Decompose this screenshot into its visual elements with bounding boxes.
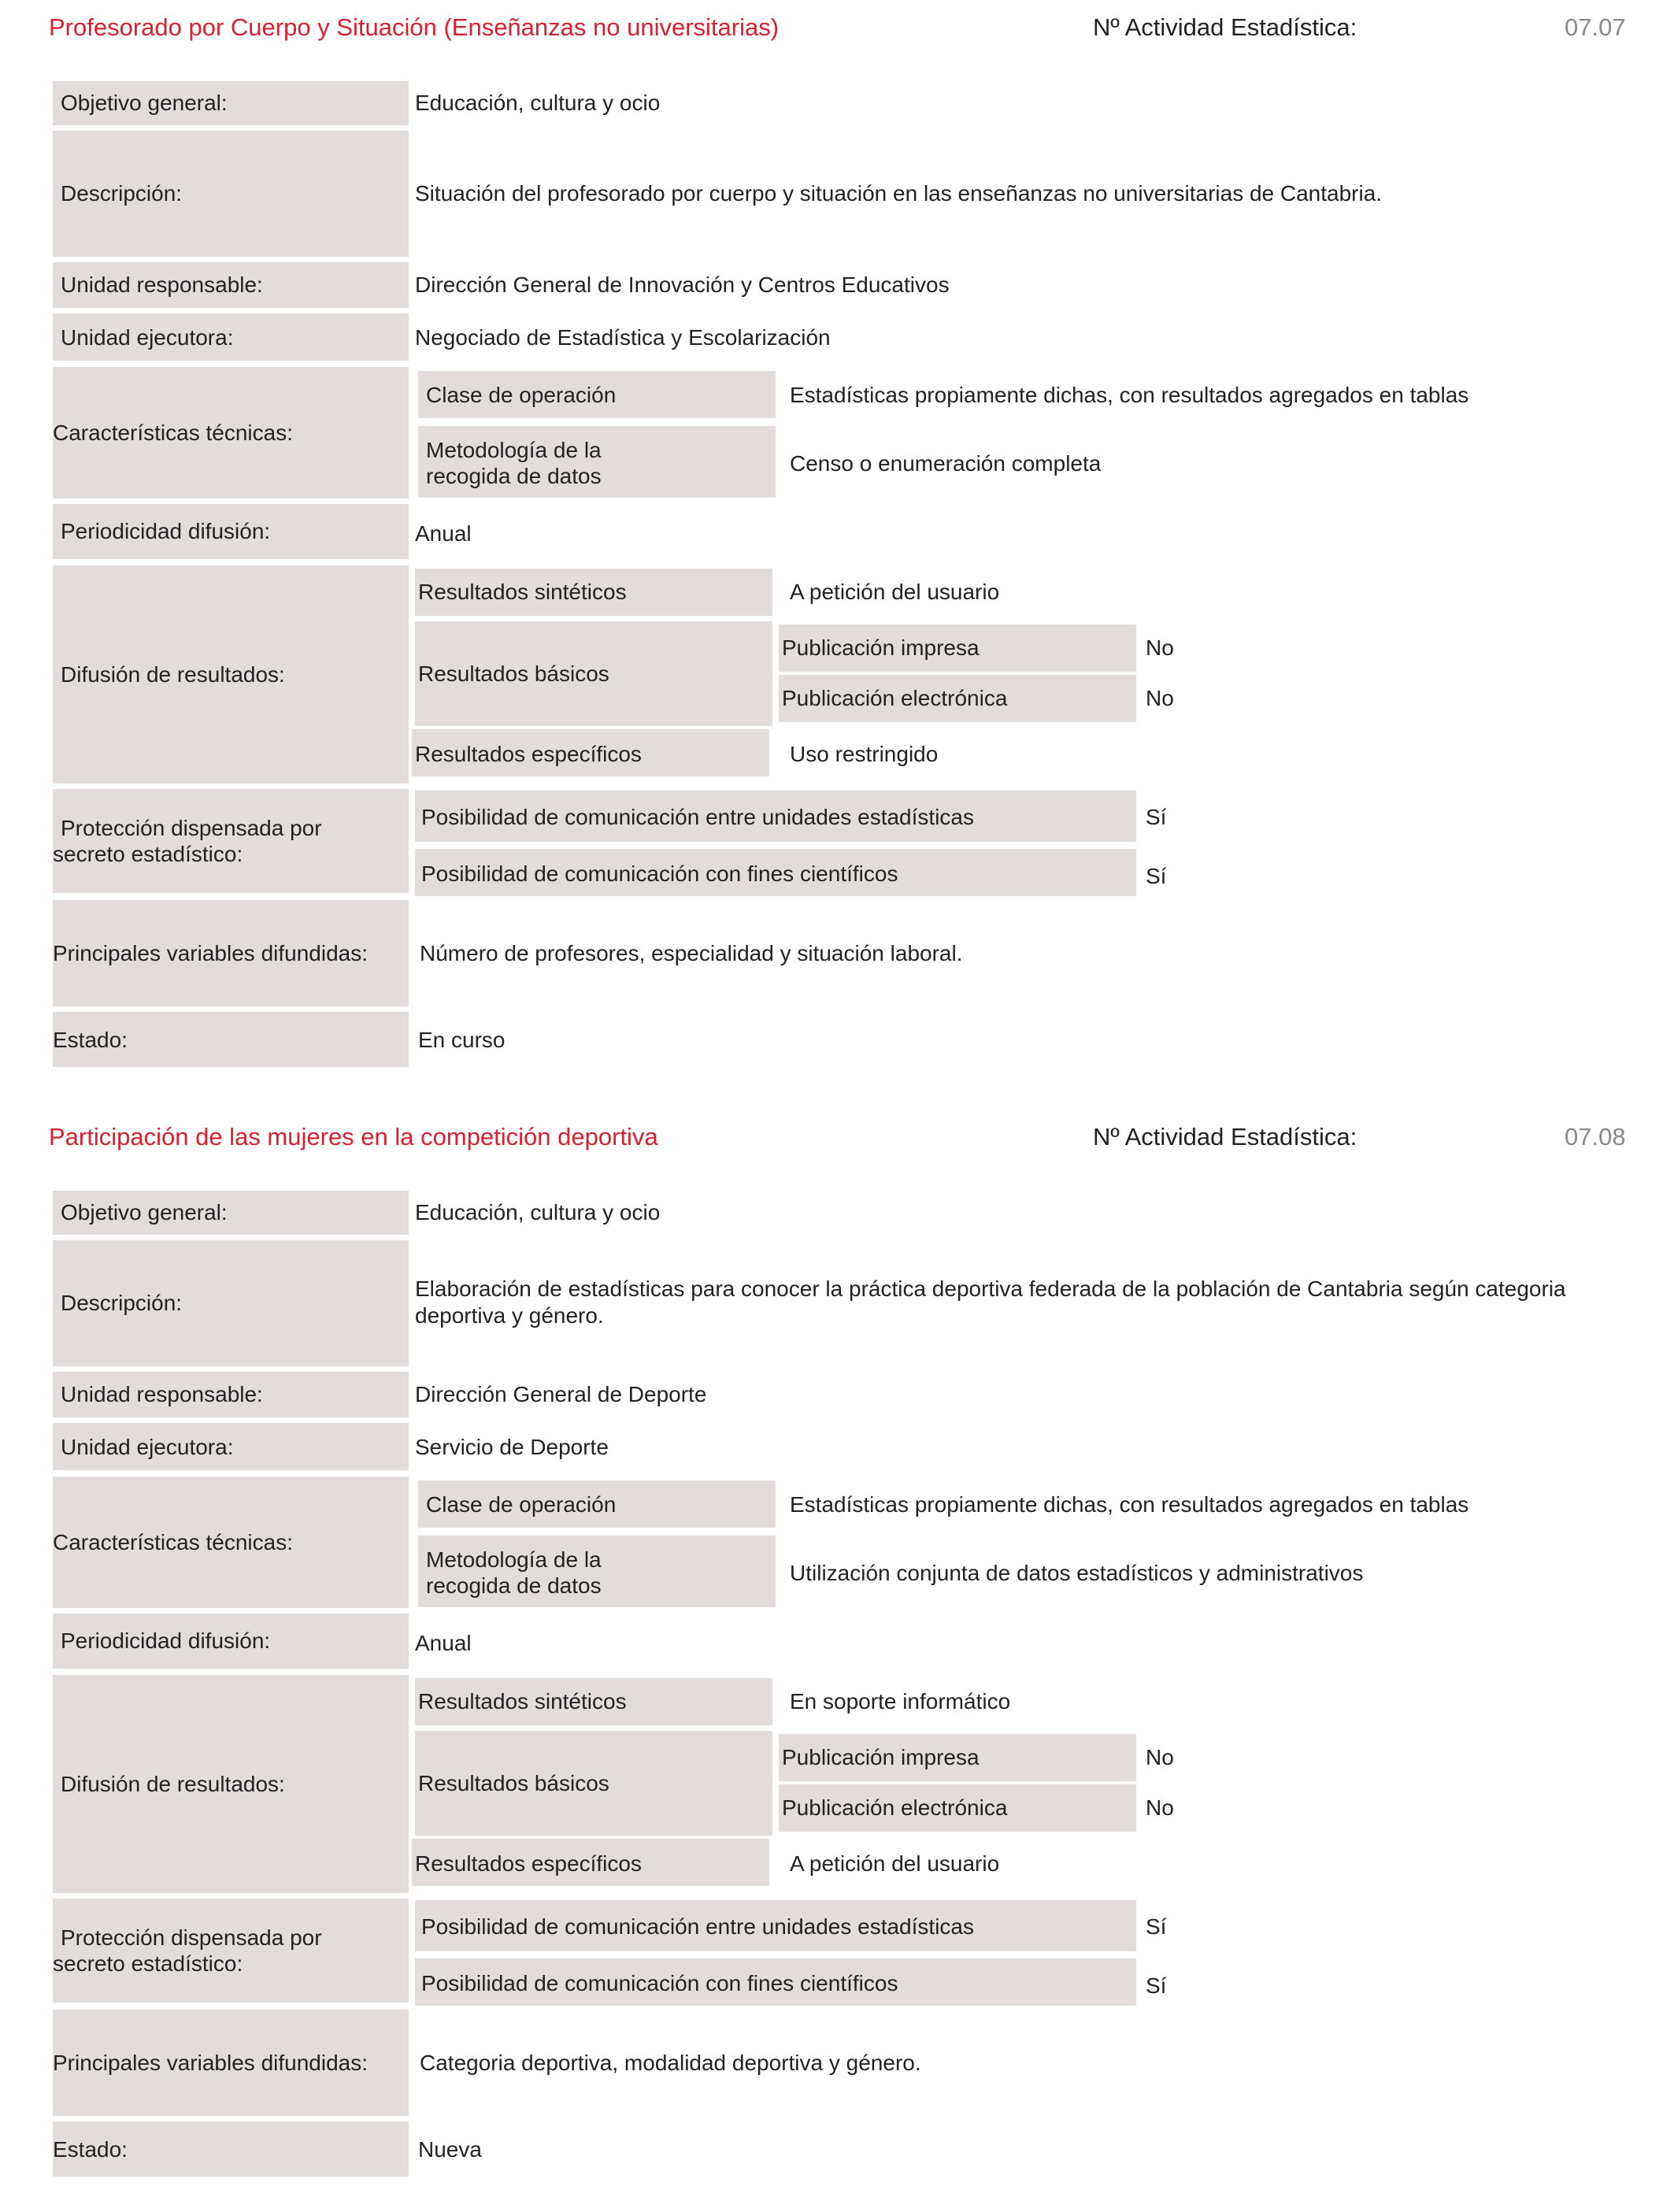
statistical-activity-record [0, 0, 1674, 1102]
activity-number: 07.07 [1565, 13, 1626, 41]
periodicidad-label: Periodicidad difusión: [61, 519, 271, 543]
comunicacion-cientificos-value: Sí [1146, 1973, 1167, 1998]
estado-value: En curso [418, 1028, 506, 1052]
unidad-responsable-value: Dirección General de Innovación y Centros Educativos [415, 272, 950, 297]
basicos-label: Resultados básicos [418, 661, 609, 686]
difusion-label: Difusión de resultados: [61, 1772, 285, 1796]
clase-operacion-label: Clase de operación [426, 383, 617, 407]
descripcion-label: Descripción: [61, 181, 183, 206]
clase-operacion-value: Estadísticas propiamente dichas, con resultados agregados en tablas [790, 1492, 1469, 1517]
metodologia-label-line1: Metodología de la [426, 438, 602, 462]
especificos-value: A petición del usuario [790, 1851, 1000, 1876]
metodologia-label-line2: recogida de datos [426, 1573, 602, 1598]
especificos-label: Resultados específicos [415, 742, 642, 766]
objetivo-value: Educación, cultura y ocio [415, 91, 661, 115]
objetivo-label: Objetivo general: [61, 1200, 228, 1225]
unidad-responsable-value: Dirección General de Deporte [415, 1382, 707, 1406]
variables-value: Categoria deportiva, modalidad deportiva y género. [420, 2051, 921, 2075]
electronica-value: No [1146, 1795, 1174, 1820]
proteccion-label-line1: Protección dispensada por [61, 1925, 322, 1950]
clase-operacion-label: Clase de operación [426, 1492, 617, 1517]
unidad-responsable-label: Unidad responsable: [61, 1382, 263, 1406]
activity-number-label: Nº Actividad Estadística: [1093, 1123, 1357, 1150]
proteccion-label-line2: secreto estadístico: [53, 842, 243, 866]
comunicacion-cientificos-label: Posibilidad de comunicación con fines científicos [421, 1971, 898, 1995]
electronica-label: Publicación electrónica [782, 1795, 1008, 1820]
record-title: Profesorado por Cuerpo y Situación (Enseñanzas no universitarias) [49, 13, 780, 41]
especificos-label: Resultados específicos [415, 1851, 642, 1876]
metodologia-label-line1: Metodología de la [426, 1547, 602, 1572]
proteccion-label-line2: secreto estadístico: [53, 1951, 243, 1976]
metodologia-value: Censo o enumeración completa [790, 451, 1102, 476]
periodicidad-value: Anual [415, 1631, 472, 1655]
especificos-value: Uso restringido [790, 742, 939, 766]
comunicacion-unidades-label: Posibilidad de comunicación entre unidades estadísticas [421, 805, 974, 829]
comunicacion-cientificos-value: Sí [1146, 864, 1167, 888]
comunicacion-unidades-label: Posibilidad de comunicación entre unidades estadísticas [421, 1914, 974, 1939]
variables-value: Número de profesores, especialidad y situación laboral. [420, 941, 963, 965]
sinteticos-label: Resultados sintéticos [418, 1689, 627, 1714]
basicos-label: Resultados básicos [418, 1771, 609, 1795]
unidad-ejecutora-value: Negociado de Estadística y Escolarización [415, 325, 831, 350]
unidad-ejecutora-value: Servicio de Deporte [415, 1435, 609, 1459]
variables-label: Principales variables difundidas: [53, 941, 368, 965]
difusion-label: Difusión de resultados: [61, 662, 285, 687]
variables-label: Principales variables difundidas: [53, 2051, 368, 2075]
estado-label: Estado: [53, 2137, 128, 2162]
unidad-ejecutora-label: Unidad ejecutora: [61, 325, 234, 350]
sinteticos-value: En soporte informático [790, 1689, 1011, 1714]
impresa-value: No [1146, 1745, 1174, 1769]
metodologia-label-line2: recogida de datos [426, 464, 602, 488]
objetivo-label: Objetivo general: [61, 91, 228, 115]
periodicidad-label: Periodicidad difusión: [61, 1628, 271, 1653]
comunicacion-cientificos-label: Posibilidad de comunicación con fines científicos [421, 861, 898, 886]
comunicacion-unidades-value: Sí [1146, 1914, 1167, 1939]
impresa-label: Publicación impresa [782, 635, 980, 660]
sinteticos-value: A petición del usuario [790, 580, 1000, 604]
sinteticos-label: Resultados sintéticos [418, 580, 627, 604]
caracteristicas-label: Características técnicas: [53, 1530, 293, 1554]
comunicacion-unidades-value: Sí [1146, 805, 1167, 829]
estado-value: Nueva [418, 2137, 482, 2162]
record-title: Participación de las mujeres en la competición deportiva [49, 1123, 658, 1150]
descripcion-label: Descripción: [61, 1291, 183, 1315]
metodologia-value: Utilización conjunta de datos estadísticos y administrativos [790, 1561, 1364, 1585]
statistical-activity-record [0, 1110, 1674, 2212]
estado-label: Estado: [53, 1028, 128, 1052]
activity-number: 07.08 [1565, 1123, 1626, 1150]
unidad-ejecutora-label: Unidad ejecutora: [61, 1435, 234, 1459]
descripcion-value: Elaboración de estadísticas para conocer la práctica deportiva federada de la población de Cantabria según categoria deportiva y género. [415, 1276, 1566, 1328]
impresa-label: Publicación impresa [782, 1745, 980, 1769]
objetivo-value: Educación, cultura y ocio [415, 1200, 661, 1225]
clase-operacion-value: Estadísticas propiamente dichas, con resultados agregados en tablas [790, 383, 1469, 407]
proteccion-label-line1: Protección dispensada por [61, 816, 322, 840]
caracteristicas-label: Características técnicas: [53, 421, 293, 445]
electronica-label: Publicación electrónica [782, 686, 1008, 710]
periodicidad-value: Anual [415, 521, 472, 546]
descripcion-value: Situación del profesorado por cuerpo y situación en las enseñanzas no universitarias de Cantabria. [415, 181, 1383, 206]
activity-number-label: Nº Actividad Estadística: [1093, 13, 1357, 41]
electronica-value: No [1146, 686, 1174, 710]
unidad-responsable-label: Unidad responsable: [61, 272, 263, 297]
impresa-value: No [1146, 635, 1174, 660]
